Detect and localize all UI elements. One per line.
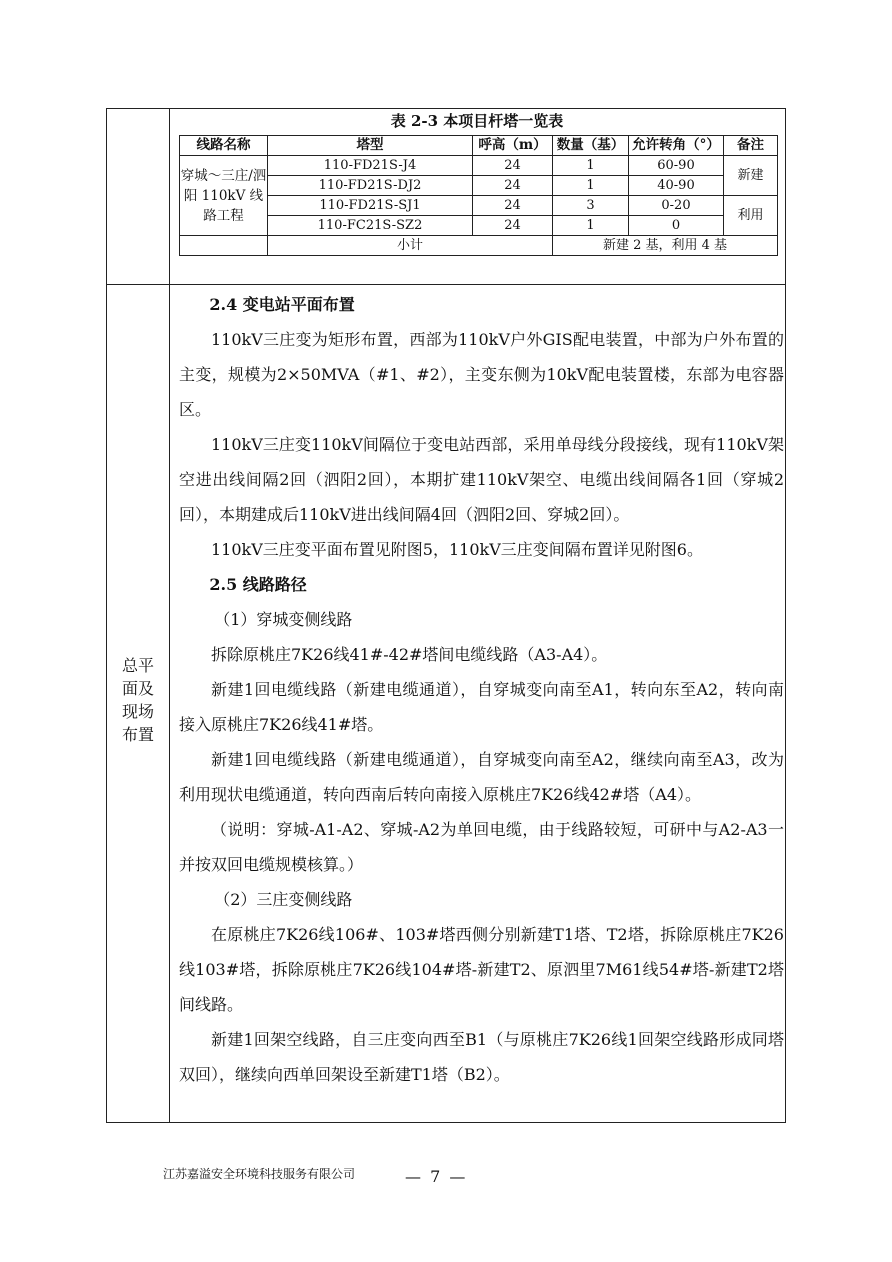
footer-company: 江苏嘉溢安全环境科技服务有限公司: [163, 1167, 356, 1181]
paragraph: 110kV三庄变平面布置见附图5，110kV三庄变间隔布置详见附图6。: [211, 540, 703, 559]
page-number: — 7 —: [405, 1167, 468, 1186]
height-cell: 24: [473, 216, 553, 236]
angle-cell: 60-90: [629, 156, 724, 176]
header-remark: 备注: [724, 136, 778, 156]
header-tower-type: 塔型: [268, 136, 473, 156]
side-label-line: 布置: [121, 725, 154, 744]
table-row: [180, 216, 778, 236]
quantity-cell: 3: [553, 196, 629, 216]
table-row: [180, 156, 778, 176]
side-label-line: 面及: [121, 679, 154, 698]
paragraph: 110kV三庄变110kV间隔位于变电站西部，采用单母线分段接线，现有110kV架空进出线间隔2回（泗阳2回），本期扩建110kV架空、电缆出线间隔各1回（穿城2回），本期建成后110kV进出线间隔4回（泗阳2回、穿城2回）。: [179, 435, 784, 524]
paragraph: 在原桃庄7K26线106#、103#塔西侧分别新建T1塔、T2塔，拆除原桃庄7K26线103#塔，拆除原桃庄7K26线104#塔-新建T2、原泗里7M61线54#塔-新建T2塔间线路。: [179, 925, 784, 1014]
section-side-label: [107, 654, 169, 746]
subtotal-row: [180, 236, 778, 256]
header-quantity: 数量（基）: [553, 136, 629, 156]
remark-cell: 利用: [724, 196, 778, 236]
paragraph: 新建1回电缆线路（新建电缆通道），自穿城变向南至A2，继续向南至A3，改为利用现状电缆通道，转向西南后转向南接入原桃庄7K26线42#塔（A4）。: [179, 750, 784, 804]
section-heading-2-4: 2.4 变电站平面布置: [209, 295, 355, 314]
paragraph: 新建1回电缆线路（新建电缆通道），自穿城变向南至A1，转向东至A2，转向南接入原桃庄7K26线41#塔。: [179, 680, 784, 734]
paragraph: 110kV三庄变为矩形布置，西部为110kV户外GIS配电装置，中部为户外布置的主变，规模为2×50MVA（#1、#2），主变东侧为10kV配电装置楼，东部为电容器区。: [179, 330, 784, 419]
side-label-line: 总平: [121, 656, 154, 675]
table-header-row: [180, 136, 778, 156]
subsection-heading: （2）三庄变侧线路: [214, 890, 353, 909]
header-line-name: 线路名称: [180, 136, 268, 156]
header-angle: 允许转角（°）: [629, 136, 724, 156]
height-cell: 24: [473, 196, 553, 216]
section-heading-2-5: 2.5 线路路径: [209, 575, 307, 594]
quantity-cell: 1: [553, 156, 629, 176]
height-cell: 24: [473, 156, 553, 176]
paragraph: （说明：穿城-A1-A2、穿城-A2为单回电缆，由于线路较短，可研中与A2-A3一并按双回电缆规模核算。）: [179, 820, 784, 874]
table-row: [180, 196, 778, 216]
line-name-cell: 穿城～三庄/泗阳 110kV 线路工程: [180, 156, 268, 236]
subsection-heading: （1）穿城变侧线路: [214, 610, 353, 629]
angle-cell: 40-90: [629, 176, 724, 196]
row-divider: [107, 284, 785, 285]
body-text: [179, 287, 784, 1092]
paragraph: 新建1回架空线路，自三庄变向西至B1（与原桃庄7K26线1回架空线路形成同塔双回），继续向西单回架设至新建T1塔（B2）。: [179, 1030, 784, 1084]
quantity-cell: 1: [553, 176, 629, 196]
header-height: 呼高（m）: [473, 136, 553, 156]
tower-table: [179, 135, 778, 256]
remark-cell: 新建: [724, 156, 778, 196]
table-title: 表 2-3 本项目杆塔一览表: [390, 112, 564, 130]
tower-type-cell: 110-FD21S-SJ1: [268, 196, 473, 216]
side-label-line: 现场: [121, 702, 154, 721]
tower-type-cell: 110-FD21S-DJ2: [268, 176, 473, 196]
height-cell: 24: [473, 176, 553, 196]
subtotal-label: 小计: [268, 236, 553, 256]
subtotal-value: 新建 2 基，利用 4 基: [553, 236, 778, 256]
angle-cell: 0-20: [629, 196, 724, 216]
angle-cell: 0: [629, 216, 724, 236]
column-divider: [169, 109, 170, 1122]
quantity-cell: 1: [553, 216, 629, 236]
table-row: [180, 176, 778, 196]
tower-type-cell: 110-FD21S-J4: [268, 156, 473, 176]
empty-cell: [180, 236, 268, 256]
content-frame: [106, 108, 786, 1123]
tower-type-cell: 110-FC21S-SZ2: [268, 216, 473, 236]
paragraph: 拆除原桃庄7K26线41#-42#塔间电缆线路（A3-A4）。: [211, 645, 608, 664]
